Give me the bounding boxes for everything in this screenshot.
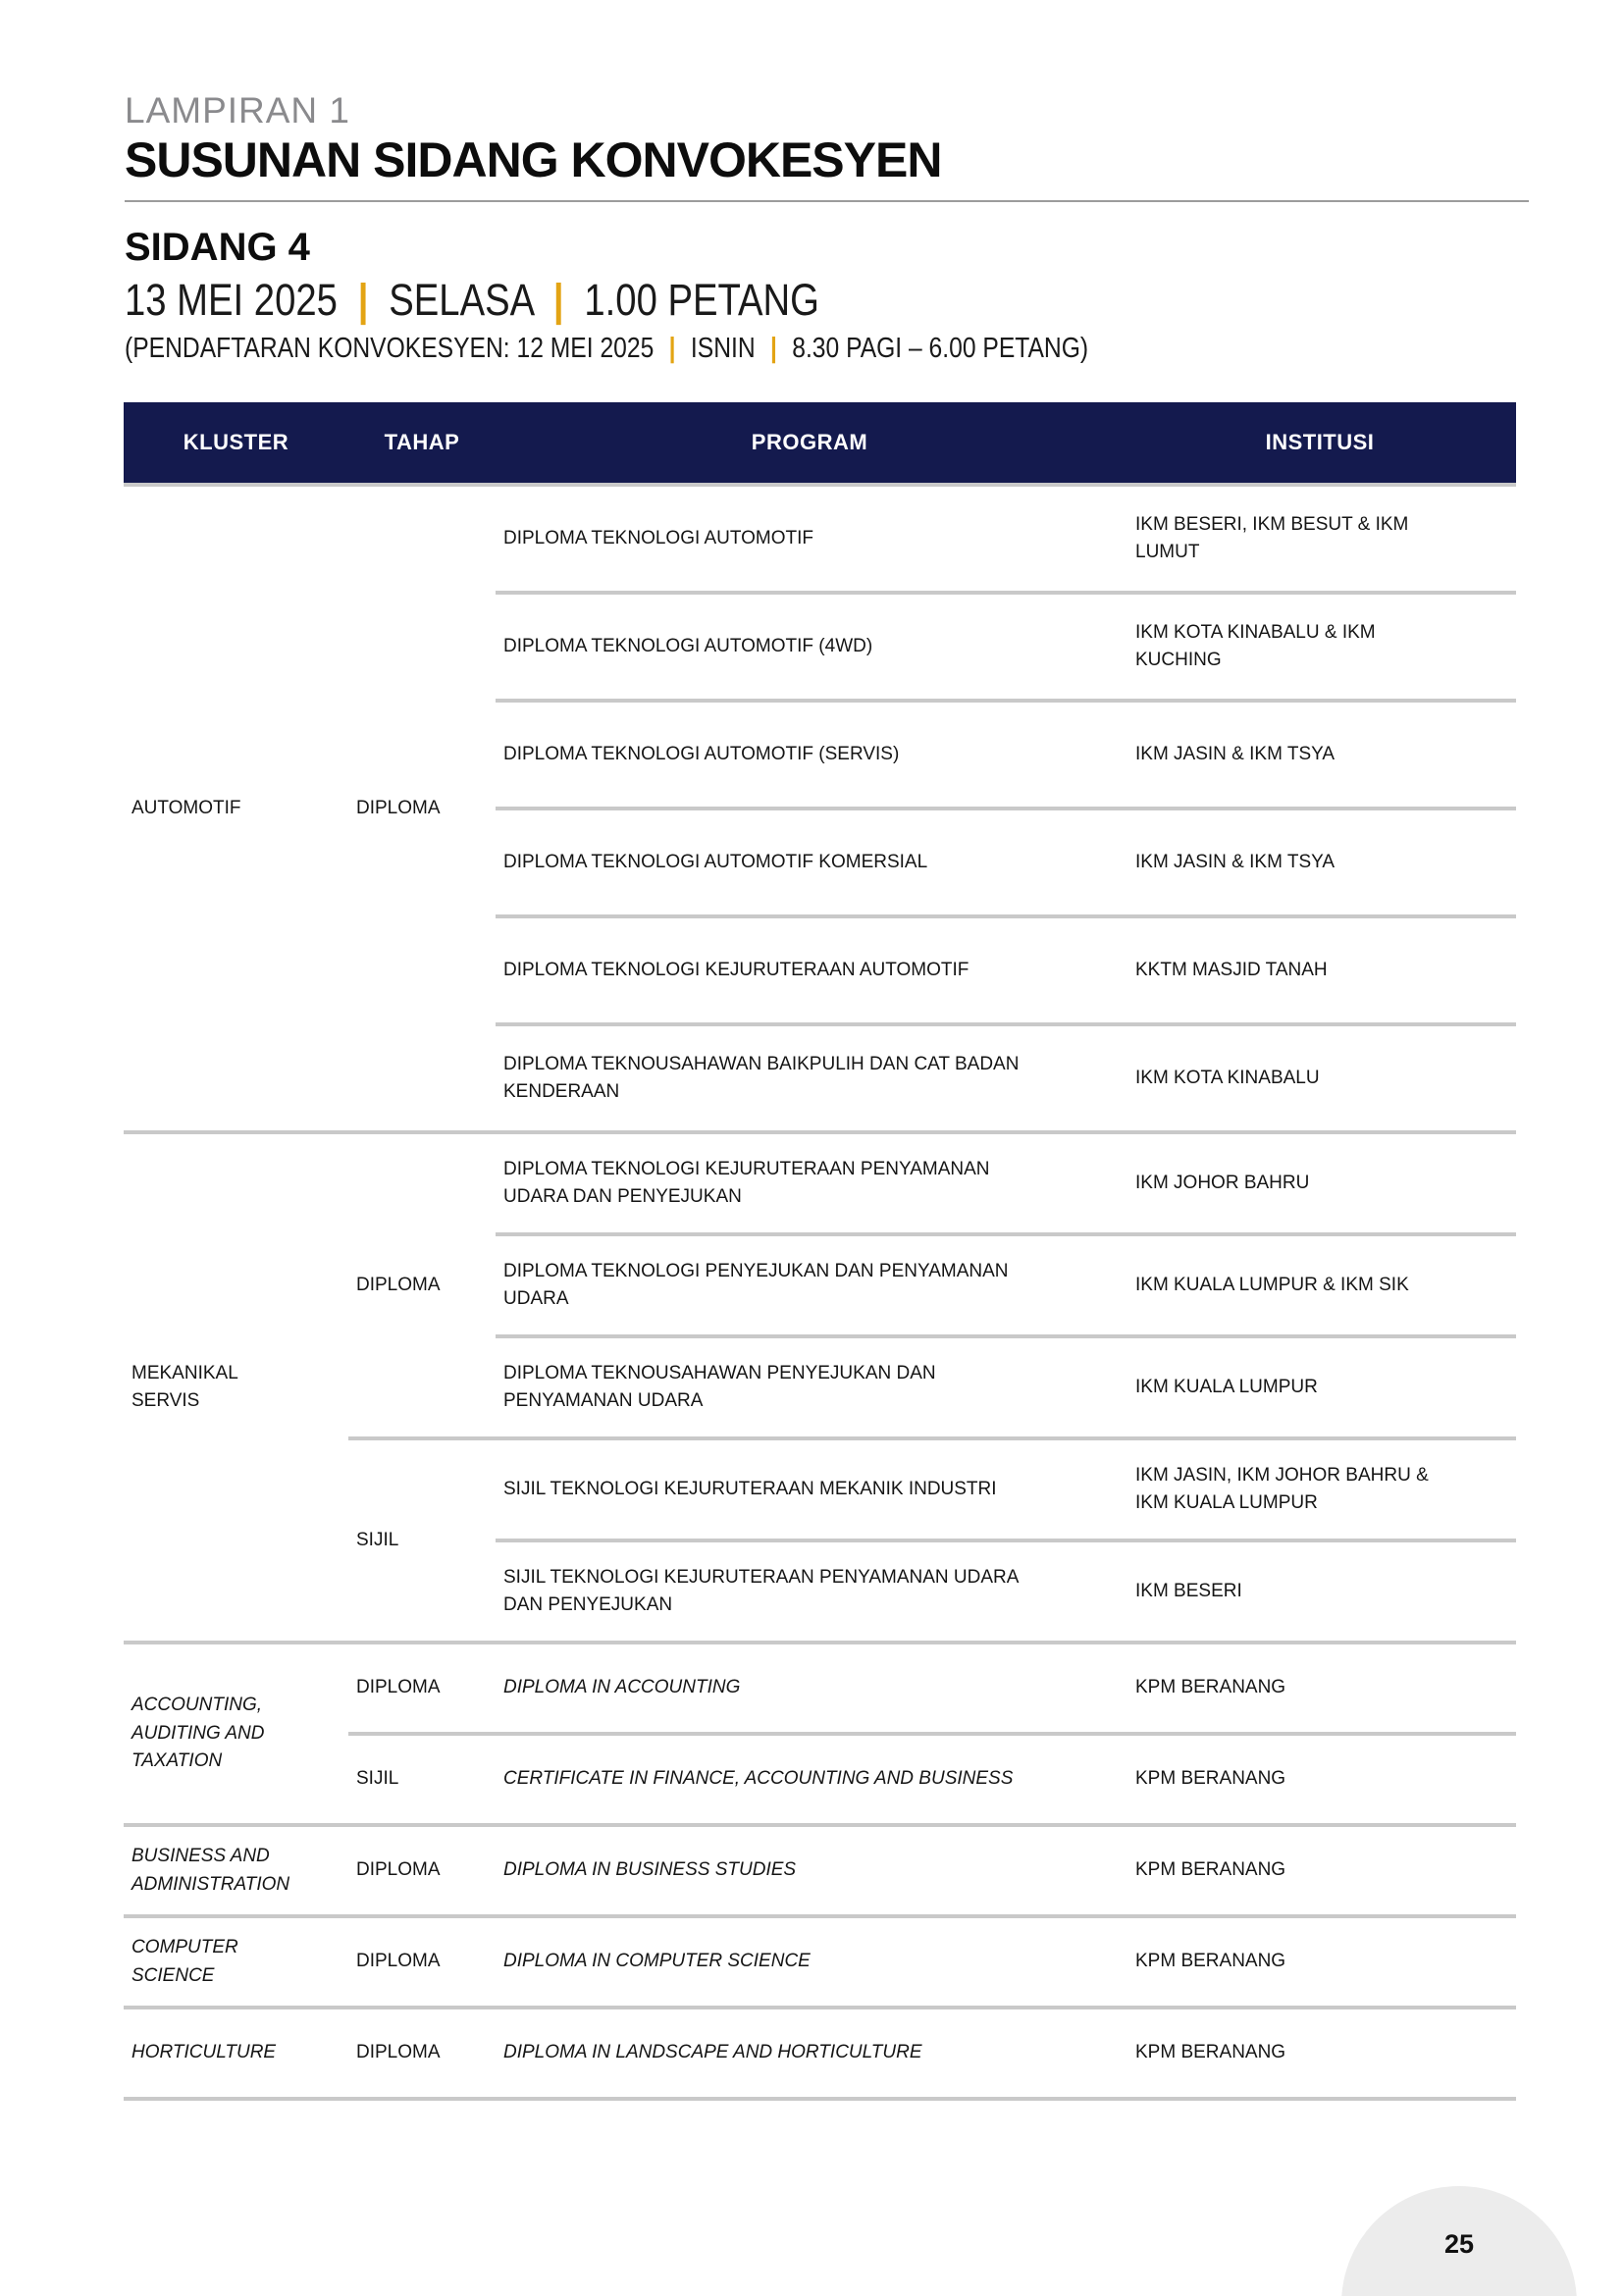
separator-pipe: |: [552, 274, 564, 325]
column-header-program: PROGRAM: [496, 402, 1124, 485]
tahap-cell: DIPLOMA: [348, 1643, 496, 1734]
institusi-cell: IKM KOTA KINABALU & IKM KUCHING: [1124, 593, 1516, 701]
program-cell: DIPLOMA IN BUSINESS STUDIES: [496, 1825, 1124, 1916]
tahap-cell: SIJIL: [348, 1438, 496, 1643]
session-day: SELASA: [389, 274, 534, 325]
header-block: [125, 92, 1529, 366]
kluster-cell: MEKANIKAL SERVIS: [124, 1132, 348, 1643]
table-header-row: [124, 402, 1516, 485]
program-cell: DIPLOMA TEKNOUSAHAWAN BAIKPULIH DAN CAT BADAN KENDERAAN: [496, 1024, 1124, 1132]
separator-pipe: |: [357, 274, 369, 325]
institusi-cell: IKM BESERI: [1124, 1540, 1516, 1643]
institusi-cell: IKM KUALA LUMPUR & IKM SIK: [1124, 1234, 1516, 1336]
institusi-cell: KPM BERANANG: [1124, 1825, 1516, 1916]
program-cell: DIPLOMA IN COMPUTER SCIENCE: [496, 1916, 1124, 2008]
column-header-institusi: INSTITUSI: [1124, 402, 1516, 485]
program-cell: SIJIL TEKNOLOGI KEJURUTERAAN PENYAMANAN UDARA DAN PENYEJUKAN: [496, 1540, 1124, 1643]
tahap-cell: SIJIL: [348, 1734, 496, 1825]
registration-label: (PENDAFTARAN KONVOKESYEN:: [125, 333, 510, 364]
program-cell: CERTIFICATE IN FINANCE, ACCOUNTING AND BUSINESS: [496, 1734, 1124, 1825]
table-row: [124, 1132, 1516, 1234]
registration-date: 12 MEI 2025: [516, 333, 655, 364]
kluster-cell: ACCOUNTING, AUDITING AND TAXATION: [124, 1643, 348, 1825]
institusi-cell: IKM JASIN & IKM TSYA: [1124, 809, 1516, 916]
kluster-cell: HORTICULTURE: [124, 2008, 348, 2099]
page-number-circle: [1341, 2186, 1577, 2296]
session-title: SIDANG 4: [125, 225, 310, 269]
registration-info: [125, 332, 1318, 366]
kluster-cell: COMPUTER SCIENCE: [124, 1916, 348, 2008]
schedule-table: [124, 402, 1516, 2101]
institusi-cell: IKM JOHOR BAHRU: [1124, 1132, 1516, 1234]
institusi-cell: KPM BERANANG: [1124, 1916, 1516, 2008]
column-header-kluster: KLUSTER: [124, 402, 348, 485]
registration-time: 8.30 PAGI – 6.00 PETANG): [792, 333, 1089, 364]
program-cell: DIPLOMA TEKNOLOGI AUTOMOTIF (4WD): [496, 593, 1124, 701]
institusi-cell: IKM KOTA KINABALU: [1124, 1024, 1516, 1132]
tahap-cell: DIPLOMA: [348, 1132, 496, 1438]
table-row: [124, 2008, 1516, 2099]
institusi-cell: IKM BESERI, IKM BESUT & IKM LUMUT: [1124, 485, 1516, 593]
tahap-cell: DIPLOMA: [348, 2008, 496, 2099]
institusi-cell: KKTM MASJID TANAH: [1124, 916, 1516, 1024]
institusi-cell: KPM BERANANG: [1124, 1734, 1516, 1825]
table-row: [124, 1825, 1516, 1916]
program-cell: DIPLOMA TEKNOUSAHAWAN PENYEJUKAN DAN PENYAMANAN UDARA: [496, 1336, 1124, 1438]
table-row: [124, 1643, 1516, 1734]
kluster-cell: AUTOMOTIF: [124, 485, 348, 1132]
institusi-cell: IKM JASIN & IKM TSYA: [1124, 701, 1516, 809]
column-header-tahap: TAHAP: [348, 402, 496, 485]
program-cell: SIJIL TEKNOLOGI KEJURUTERAAN MEKANIK INDUSTRI: [496, 1438, 1124, 1540]
institusi-cell: KPM BERANANG: [1124, 1643, 1516, 1734]
page-title: SUSUNAN SIDANG KONVOKESYEN: [125, 132, 942, 187]
program-cell: DIPLOMA TEKNOLOGI PENYEJUKAN DAN PENYAMANAN UDARA: [496, 1234, 1124, 1336]
program-cell: DIPLOMA TEKNOLOGI AUTOMOTIF: [496, 485, 1124, 593]
separator-pipe: |: [668, 333, 676, 364]
program-cell: DIPLOMA TEKNOLOGI KEJURUTERAAN PENYAMANAN UDARA DAN PENYEJUKAN: [496, 1132, 1124, 1234]
program-cell: DIPLOMA TEKNOLOGI AUTOMOTIF KOMERSIAL: [496, 809, 1124, 916]
table-row: [124, 485, 1516, 593]
session-datetime: [125, 276, 1318, 325]
institusi-cell: KPM BERANANG: [1124, 2008, 1516, 2099]
tahap-cell: DIPLOMA: [348, 485, 496, 1132]
program-cell: DIPLOMA TEKNOLOGI KEJURUTERAAN AUTOMOTIF: [496, 916, 1124, 1024]
lampiran-label: LAMPIRAN 1: [125, 90, 351, 130]
program-cell: DIPLOMA IN LANDSCAPE AND HORTICULTURE: [496, 2008, 1124, 2099]
page-number: 25: [1443, 2229, 1475, 2259]
institusi-cell: IKM JASIN, IKM JOHOR BAHRU & IKM KUALA LUMPUR: [1124, 1438, 1516, 1540]
title-divider: [125, 200, 1529, 202]
session-time: 1.00 PETANG: [584, 274, 819, 325]
kluster-cell: BUSINESS AND ADMINISTRATION: [124, 1825, 348, 1916]
table-row: [124, 1916, 1516, 2008]
institusi-cell: IKM KUALA LUMPUR: [1124, 1336, 1516, 1438]
tahap-cell: DIPLOMA: [348, 1825, 496, 1916]
program-cell: DIPLOMA TEKNOLOGI AUTOMOTIF (SERVIS): [496, 701, 1124, 809]
separator-pipe: |: [769, 333, 777, 364]
program-cell: DIPLOMA IN ACCOUNTING: [496, 1643, 1124, 1734]
session-date: 13 MEI 2025: [125, 274, 338, 325]
registration-day: ISNIN: [690, 333, 756, 364]
tahap-cell: DIPLOMA: [348, 1916, 496, 2008]
